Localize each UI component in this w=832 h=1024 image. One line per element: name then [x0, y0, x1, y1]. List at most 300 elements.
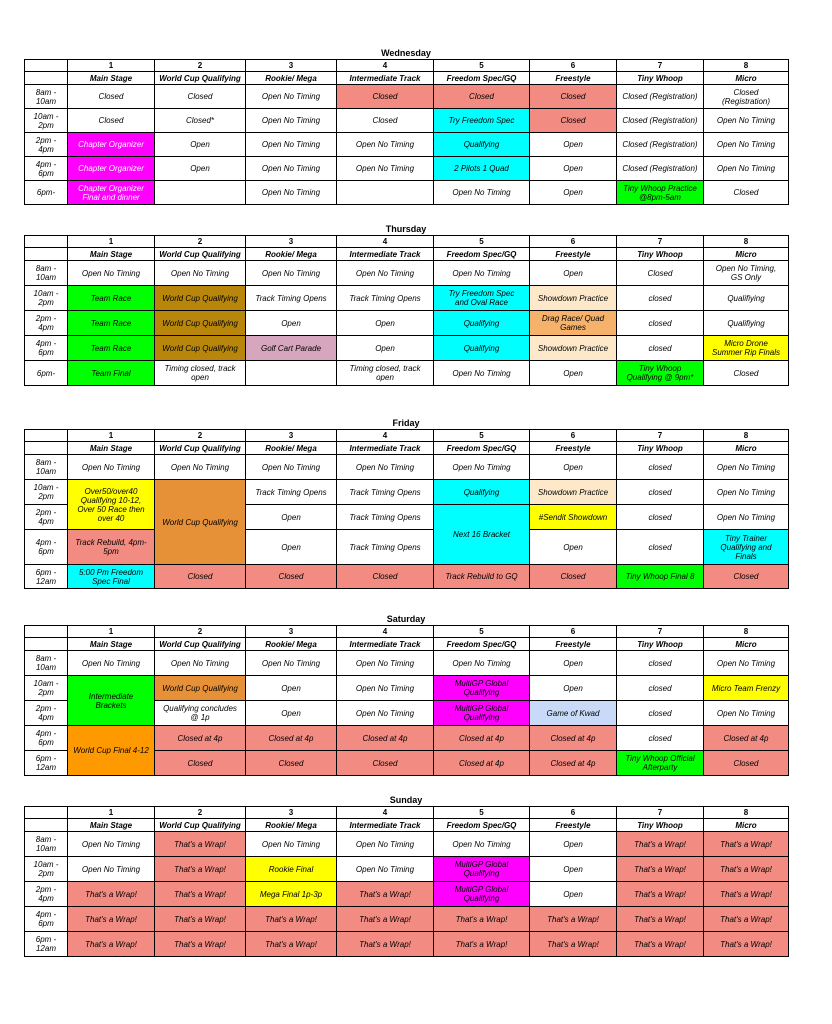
schedule-cell: Open — [246, 505, 337, 530]
schedule-cell: Open — [530, 676, 617, 701]
corner-cell — [25, 60, 68, 72]
day-title: Thursday — [385, 224, 427, 234]
time-slot-row — [25, 480, 789, 505]
time-slot-row — [25, 726, 789, 751]
schedule-cell: Open No Timing — [704, 157, 789, 181]
time-slot-label: 4pm - 6pm — [25, 157, 68, 181]
schedule-cell: Open — [530, 181, 617, 205]
time-slot-row — [25, 311, 789, 336]
column-number: 3 — [246, 236, 337, 248]
schedule-cell: Open No Timing — [155, 261, 246, 286]
column-header: Freedom Spec/GQ — [434, 72, 530, 85]
column-number: 3 — [246, 60, 337, 72]
schedule-cell: Drag Race/ Quad Games — [530, 311, 617, 336]
schedule-cell: Open No Timing — [246, 109, 337, 133]
schedule-cell: Open — [246, 676, 337, 701]
column-number: 6 — [530, 626, 617, 638]
column-number: 1 — [68, 60, 155, 72]
time-slot-row — [25, 932, 789, 957]
schedule-cell: Open No Timing — [337, 133, 434, 157]
schedule-cell: Tiny Whoop Final 8 — [617, 565, 704, 589]
schedule-cell: That's a Wrap! — [704, 907, 789, 932]
column-header: Intermediate Track — [337, 638, 434, 651]
schedule-cell: Qualifying — [434, 311, 530, 336]
time-slot-row — [25, 530, 789, 565]
schedule-cell: closed — [617, 480, 704, 505]
column-number: 4 — [337, 60, 434, 72]
column-header: Tiny Whoop — [617, 819, 704, 832]
schedule-cell: World Cup Qualifying — [155, 676, 246, 701]
schedule-cell: Open No Timing — [246, 157, 337, 181]
schedule-cell: Micro Team Frenzy — [704, 676, 789, 701]
column-number: 5 — [434, 807, 530, 819]
column-number: 5 — [434, 626, 530, 638]
column-number: 4 — [337, 807, 434, 819]
time-slot-label: 2pm - 4pm — [25, 505, 68, 530]
time-slot-label: 4pm - 6pm — [25, 336, 68, 361]
corner-cell — [25, 638, 68, 651]
schedule-cell: World Cup Qualifying — [155, 311, 246, 336]
schedule-cell — [155, 181, 246, 205]
column-header: Tiny Whoop — [617, 72, 704, 85]
schedule-cell: Closed — [68, 109, 155, 133]
schedule-cell: Tiny Whoop Official Afterparty — [617, 751, 704, 776]
schedule-cell: That's a Wrap! — [68, 907, 155, 932]
schedule-cell: Open — [337, 336, 434, 361]
schedule-cell: Showdown Practice — [530, 480, 617, 505]
corner-cell — [25, 72, 68, 85]
column-header: Freestyle — [530, 442, 617, 455]
schedule-cell: Micro Drone Summer Rip Finals — [704, 336, 789, 361]
schedule-cell: That's a Wrap! — [617, 832, 704, 857]
schedule-cell: Closed at 4p — [155, 726, 246, 751]
column-header: World Cup Qualifying — [155, 72, 246, 85]
column-header: Rookie/ Mega — [246, 72, 337, 85]
schedule-cell: closed — [617, 651, 704, 676]
column-number: 2 — [155, 430, 246, 442]
time-slot-label: 2pm - 4pm — [25, 133, 68, 157]
schedule-cell: That's a Wrap! — [155, 907, 246, 932]
schedule-cell: Open No Timing — [337, 455, 434, 480]
schedule-cell: Open — [530, 882, 617, 907]
column-number: 6 — [530, 60, 617, 72]
schedule-cell: Open No Timing — [246, 261, 337, 286]
schedule-cell: Open No Timing — [155, 455, 246, 480]
column-header: Micro — [704, 442, 789, 455]
schedule-cell: That's a Wrap! — [68, 882, 155, 907]
schedule-cell: Closed — [155, 751, 246, 776]
column-number: 5 — [434, 236, 530, 248]
schedule-cell: Open No Timing — [68, 261, 155, 286]
time-slot-row — [25, 882, 789, 907]
column-number: 8 — [704, 60, 789, 72]
schedule-cell: closed — [617, 676, 704, 701]
time-slot-row — [25, 261, 789, 286]
schedule-cell: Open — [246, 530, 337, 565]
day-sunday — [24, 795, 788, 957]
time-slot-label: 10am - 2pm — [25, 480, 68, 505]
time-slot-label: 4pm - 6pm — [25, 726, 68, 751]
day-title: Saturday — [386, 614, 426, 624]
column-header: Tiny Whoop — [617, 442, 704, 455]
day-saturday — [24, 614, 788, 776]
schedule-cell: Open No Timing — [246, 651, 337, 676]
column-header: Freedom Spec/GQ — [434, 819, 530, 832]
schedule-cell: Open No Timing — [68, 832, 155, 857]
schedule-cell: Closed — [617, 261, 704, 286]
schedule-cell: Open No Timing — [155, 651, 246, 676]
column-number: 5 — [434, 60, 530, 72]
schedule-cell: Closed (Registration) — [617, 133, 704, 157]
schedule-cell: Closed — [704, 565, 789, 589]
schedule-cell: Open No Timing — [337, 261, 434, 286]
schedule-cell: Open No Timing — [434, 832, 530, 857]
schedule-cell: That's a Wrap! — [704, 932, 789, 957]
corner-cell — [25, 248, 68, 261]
schedule-cell: closed — [617, 336, 704, 361]
schedule-cell: Closed — [155, 85, 246, 109]
schedule-cell: Try Freedom Spec — [434, 109, 530, 133]
schedule-cell: Open No Timing — [337, 857, 434, 882]
column-number: 2 — [155, 626, 246, 638]
schedule-cell: Qualifying — [434, 336, 530, 361]
schedule-cell: Closed at 4p — [337, 726, 434, 751]
time-slot-label: 8am - 10am — [25, 261, 68, 286]
column-header: Tiny Whoop — [617, 638, 704, 651]
column-number: 7 — [617, 60, 704, 72]
schedule-cell: closed — [617, 455, 704, 480]
time-slot-row — [25, 181, 789, 205]
schedule-cell: Closed — [704, 361, 789, 386]
schedule-cell: Closed — [530, 565, 617, 589]
schedule-cell: That's a Wrap! — [246, 907, 337, 932]
column-header: Main Stage — [68, 72, 155, 85]
schedule-cell: 5:00 Pm Freedom Spec Final — [68, 565, 155, 589]
schedule-cell: Open No Timing — [68, 857, 155, 882]
column-header: Intermediate Track — [337, 72, 434, 85]
time-slot-label: 4pm - 6pm — [25, 530, 68, 565]
schedule-cell: Team Race — [68, 311, 155, 336]
schedule-cell: That's a Wrap! — [155, 882, 246, 907]
schedule-cell: Open No Timing — [246, 455, 337, 480]
schedule-cell: Track Rebuild, 4pm- 5pm — [68, 530, 155, 565]
column-number: 2 — [155, 807, 246, 819]
time-slot-row — [25, 157, 789, 181]
schedule-cell: Track Timing Opens — [337, 530, 434, 565]
schedule-cell: Closed — [68, 85, 155, 109]
column-number: 8 — [704, 807, 789, 819]
schedule-cell: That's a Wrap! — [704, 882, 789, 907]
column-number: 3 — [246, 430, 337, 442]
column-number: 4 — [337, 430, 434, 442]
schedule-cell: Open No Timing — [337, 651, 434, 676]
schedule-cell: Open No Timing — [434, 651, 530, 676]
column-number: 1 — [68, 626, 155, 638]
column-number: 1 — [68, 807, 155, 819]
schedule-cell: MultiGP Global Qualifying — [434, 882, 530, 907]
schedule-cell: Open — [155, 157, 246, 181]
schedule-cell — [246, 361, 337, 386]
schedule-cell: Mega Final 1p-3p — [246, 882, 337, 907]
time-slot-row — [25, 336, 789, 361]
schedule-cell: Closed at 4p — [530, 751, 617, 776]
schedule-cell: Closed at 4p — [704, 726, 789, 751]
schedule-cell: MultiGP Global Qualifying — [434, 701, 530, 726]
schedule-cell: Open No Timing — [704, 133, 789, 157]
column-header: Intermediate Track — [337, 248, 434, 261]
corner-cell — [25, 430, 68, 442]
schedule-cell: Open No Timing — [434, 261, 530, 286]
schedule-cell: Closed at 4p — [246, 726, 337, 751]
schedule-cell: Open — [530, 361, 617, 386]
schedule-cell: Open No Timing — [434, 455, 530, 480]
schedule-cell: Qualifying concludes @ 1p — [155, 701, 246, 726]
schedule-cell: MultiGP Global Qualifying — [434, 857, 530, 882]
schedule-cell: Open No Timing — [68, 651, 155, 676]
schedule-cell: closed — [617, 726, 704, 751]
schedule-cell: Closed — [530, 85, 617, 109]
schedule-cell: World Cup Qualifying — [155, 336, 246, 361]
column-header: Micro — [704, 72, 789, 85]
schedule-cell: Closed (Registration) — [617, 109, 704, 133]
schedule-cell: Closed at 4p — [434, 726, 530, 751]
schedule-cell: Track Rebuild to GQ — [434, 565, 530, 589]
corner-cell — [25, 626, 68, 638]
schedule-cell: Closed — [530, 109, 617, 133]
schedule-cell: Open No Timing — [704, 455, 789, 480]
column-number: 8 — [704, 430, 789, 442]
corner-cell — [25, 236, 68, 248]
time-slot-label: 2pm - 4pm — [25, 882, 68, 907]
schedule-cell: That's a Wrap! — [434, 932, 530, 957]
time-slot-label: 2pm - 4pm — [25, 311, 68, 336]
schedule-cell: Qualifying — [434, 133, 530, 157]
column-number: 1 — [68, 236, 155, 248]
schedule-cell: Tiny Trainer Qualifying and Finals — [704, 530, 789, 565]
schedule-cell: closed — [617, 505, 704, 530]
schedule-cell: Game of Kwad — [530, 701, 617, 726]
schedule-table — [24, 235, 789, 386]
schedule-cell: Closed — [337, 751, 434, 776]
time-slot-label: 6pm - 12am — [25, 751, 68, 776]
time-slot-row — [25, 286, 789, 311]
schedule-cell: World Cup Qualifying — [155, 480, 246, 565]
column-number: 7 — [617, 236, 704, 248]
column-header: Micro — [704, 638, 789, 651]
schedule-cell: Track Timing Opens — [246, 286, 337, 311]
column-number: 7 — [617, 626, 704, 638]
schedule-cell: Next 16 Bracket — [434, 505, 530, 565]
schedule-cell: That's a Wrap! — [155, 832, 246, 857]
column-number: 2 — [155, 236, 246, 248]
day-title: Wednesday — [381, 48, 431, 58]
time-slot-label: 10am - 2pm — [25, 676, 68, 701]
time-slot-label: 6pm- — [25, 181, 68, 205]
schedule-cell: Open — [530, 857, 617, 882]
schedule-cell: That's a Wrap! — [704, 832, 789, 857]
day-title: Friday — [392, 418, 420, 428]
time-slot-label: 8am - 10am — [25, 651, 68, 676]
schedule-cell: closed — [617, 530, 704, 565]
time-slot-row — [25, 565, 789, 589]
time-slot-row — [25, 907, 789, 932]
column-header: Main Stage — [68, 248, 155, 261]
column-header: World Cup Qualifying — [155, 248, 246, 261]
schedule-cell: Open No Timing — [434, 181, 530, 205]
schedule-cell: Over50/over40 Qualifying 10-12, Over 50 Race then over 40 — [68, 480, 155, 530]
schedule-cell: closed — [617, 286, 704, 311]
time-slot-row — [25, 832, 789, 857]
schedule-cell: That's a Wrap! — [246, 932, 337, 957]
schedule-cell: That's a Wrap! — [704, 857, 789, 882]
time-slot-label: 2pm - 4pm — [25, 701, 68, 726]
column-header: Main Stage — [68, 442, 155, 455]
schedule-cell: Closed at 4p — [434, 751, 530, 776]
schedule-cell: Open — [530, 157, 617, 181]
day-title: Sunday — [389, 795, 423, 805]
schedule-cell: #Sendit Showdown — [530, 505, 617, 530]
schedule-cell: Open No Timing — [434, 361, 530, 386]
schedule-cell: Open No Timing — [68, 455, 155, 480]
schedule-cell: Open — [246, 701, 337, 726]
column-number: 8 — [704, 626, 789, 638]
schedule-cell: Timing closed, track open — [155, 361, 246, 386]
column-number: 7 — [617, 807, 704, 819]
day-thursday — [24, 224, 788, 386]
schedule-cell: closed — [617, 701, 704, 726]
schedule-cell: Track Timing Opens — [337, 505, 434, 530]
schedule-cell: Team Race — [68, 336, 155, 361]
time-slot-row — [25, 109, 789, 133]
schedule-cell — [337, 181, 434, 205]
schedule-cell: Closed — [337, 85, 434, 109]
schedule-cell: Open No Timing — [704, 109, 789, 133]
schedule-cell: Qualifying — [434, 480, 530, 505]
time-slot-row — [25, 455, 789, 480]
column-header: Intermediate Track — [337, 442, 434, 455]
column-header: Freestyle — [530, 248, 617, 261]
schedule-cell: Open No Timing — [337, 701, 434, 726]
schedule-table — [24, 625, 789, 776]
schedule-cell: Closed — [246, 565, 337, 589]
corner-cell — [25, 442, 68, 455]
schedule-cell: Open No Timing — [704, 505, 789, 530]
schedule-cell: MultiGP Global Qualifying — [434, 676, 530, 701]
schedule-cell: Open No Timing — [337, 832, 434, 857]
schedule-cell: Open — [530, 133, 617, 157]
schedule-table — [24, 59, 789, 205]
column-header: Freestyle — [530, 819, 617, 832]
schedule-cell: That's a Wrap! — [617, 932, 704, 957]
schedule-cell: Closed (Registration) — [617, 157, 704, 181]
schedule-cell: World Cup Final 4-12 — [68, 726, 155, 776]
schedule-cell: That's a Wrap! — [337, 932, 434, 957]
column-header: Main Stage — [68, 638, 155, 651]
column-header: Intermediate Track — [337, 819, 434, 832]
column-header: Freestyle — [530, 638, 617, 651]
schedule-cell: That's a Wrap! — [434, 907, 530, 932]
column-number: 5 — [434, 430, 530, 442]
column-header: Micro — [704, 819, 789, 832]
schedule-cell: Open — [155, 133, 246, 157]
column-header: World Cup Qualifying — [155, 819, 246, 832]
time-slot-label: 6pm - 12am — [25, 932, 68, 957]
schedule-cell: Track Timing Opens — [337, 480, 434, 505]
column-number: 8 — [704, 236, 789, 248]
schedule-cell: Closed — [337, 565, 434, 589]
schedule-cell: Open — [246, 311, 337, 336]
schedule-cell: Closed — [704, 181, 789, 205]
schedule-cell: Open No Timing — [337, 157, 434, 181]
day-friday — [24, 418, 788, 589]
schedule-cell: Chapter Organizer — [68, 133, 155, 157]
schedule-table — [24, 429, 789, 589]
schedule-cell: Qualifiying — [704, 311, 789, 336]
schedule-cell: Closed at 4p — [530, 726, 617, 751]
column-header: Rookie/ Mega — [246, 819, 337, 832]
schedule-cell: Open No Timing — [246, 133, 337, 157]
column-header: Freedom Spec/GQ — [434, 442, 530, 455]
time-slot-label: 6pm- — [25, 361, 68, 386]
column-number: 3 — [246, 807, 337, 819]
schedule-cell: Open No Timing — [704, 480, 789, 505]
column-number: 2 — [155, 60, 246, 72]
column-number: 3 — [246, 626, 337, 638]
schedule-cell: Team Final — [68, 361, 155, 386]
time-slot-row — [25, 651, 789, 676]
schedule-cell: Chapter Organizer Final and dinner — [68, 181, 155, 205]
corner-cell — [25, 819, 68, 832]
time-slot-row — [25, 133, 789, 157]
time-slot-label: 10am - 2pm — [25, 109, 68, 133]
column-header: World Cup Qualifying — [155, 442, 246, 455]
schedule-cell: Open No Timing, GS Only — [704, 261, 789, 286]
schedule-cell: Tiny Whoop Qualifying @ 9pm* — [617, 361, 704, 386]
schedule-cell: Open No Timing — [246, 85, 337, 109]
schedule-cell: That's a Wrap! — [337, 907, 434, 932]
schedule-cell: Try Freedom Spec and Oval Race — [434, 286, 530, 311]
schedule-cell: Open — [530, 261, 617, 286]
column-header: Rookie/ Mega — [246, 442, 337, 455]
column-header: Main Stage — [68, 819, 155, 832]
schedule-cell: Showdown Practice — [530, 286, 617, 311]
column-number: 4 — [337, 626, 434, 638]
schedule-cell: That's a Wrap! — [530, 907, 617, 932]
column-header: Freedom Spec/GQ — [434, 248, 530, 261]
schedule-cell: That's a Wrap! — [617, 882, 704, 907]
column-number: 7 — [617, 430, 704, 442]
column-header: Tiny Whoop — [617, 248, 704, 261]
schedule-cell: Open — [530, 651, 617, 676]
schedule-cell: closed — [617, 311, 704, 336]
schedule-cell: Closed (Registration) — [704, 85, 789, 109]
day-wednesday — [24, 48, 788, 205]
schedule-cell: Intermediate Brackets — [68, 676, 155, 726]
schedule-cell: Open No Timing — [337, 676, 434, 701]
column-header: Rookie/ Mega — [246, 638, 337, 651]
schedule-cell: 2 Pilots 1 Quad — [434, 157, 530, 181]
column-number: 6 — [530, 430, 617, 442]
schedule-cell: Chapter Organizer — [68, 157, 155, 181]
time-slot-label: 4pm - 6pm — [25, 907, 68, 932]
schedule-cell: Closed — [337, 109, 434, 133]
time-slot-label: 10am - 2pm — [25, 857, 68, 882]
schedule-cell: Tiny Whoop Practice @8pm-5am — [617, 181, 704, 205]
schedule-cell: Closed — [704, 751, 789, 776]
column-number: 4 — [337, 236, 434, 248]
schedule-cell: Track Timing Opens — [246, 480, 337, 505]
time-slot-label: 10am - 2pm — [25, 286, 68, 311]
